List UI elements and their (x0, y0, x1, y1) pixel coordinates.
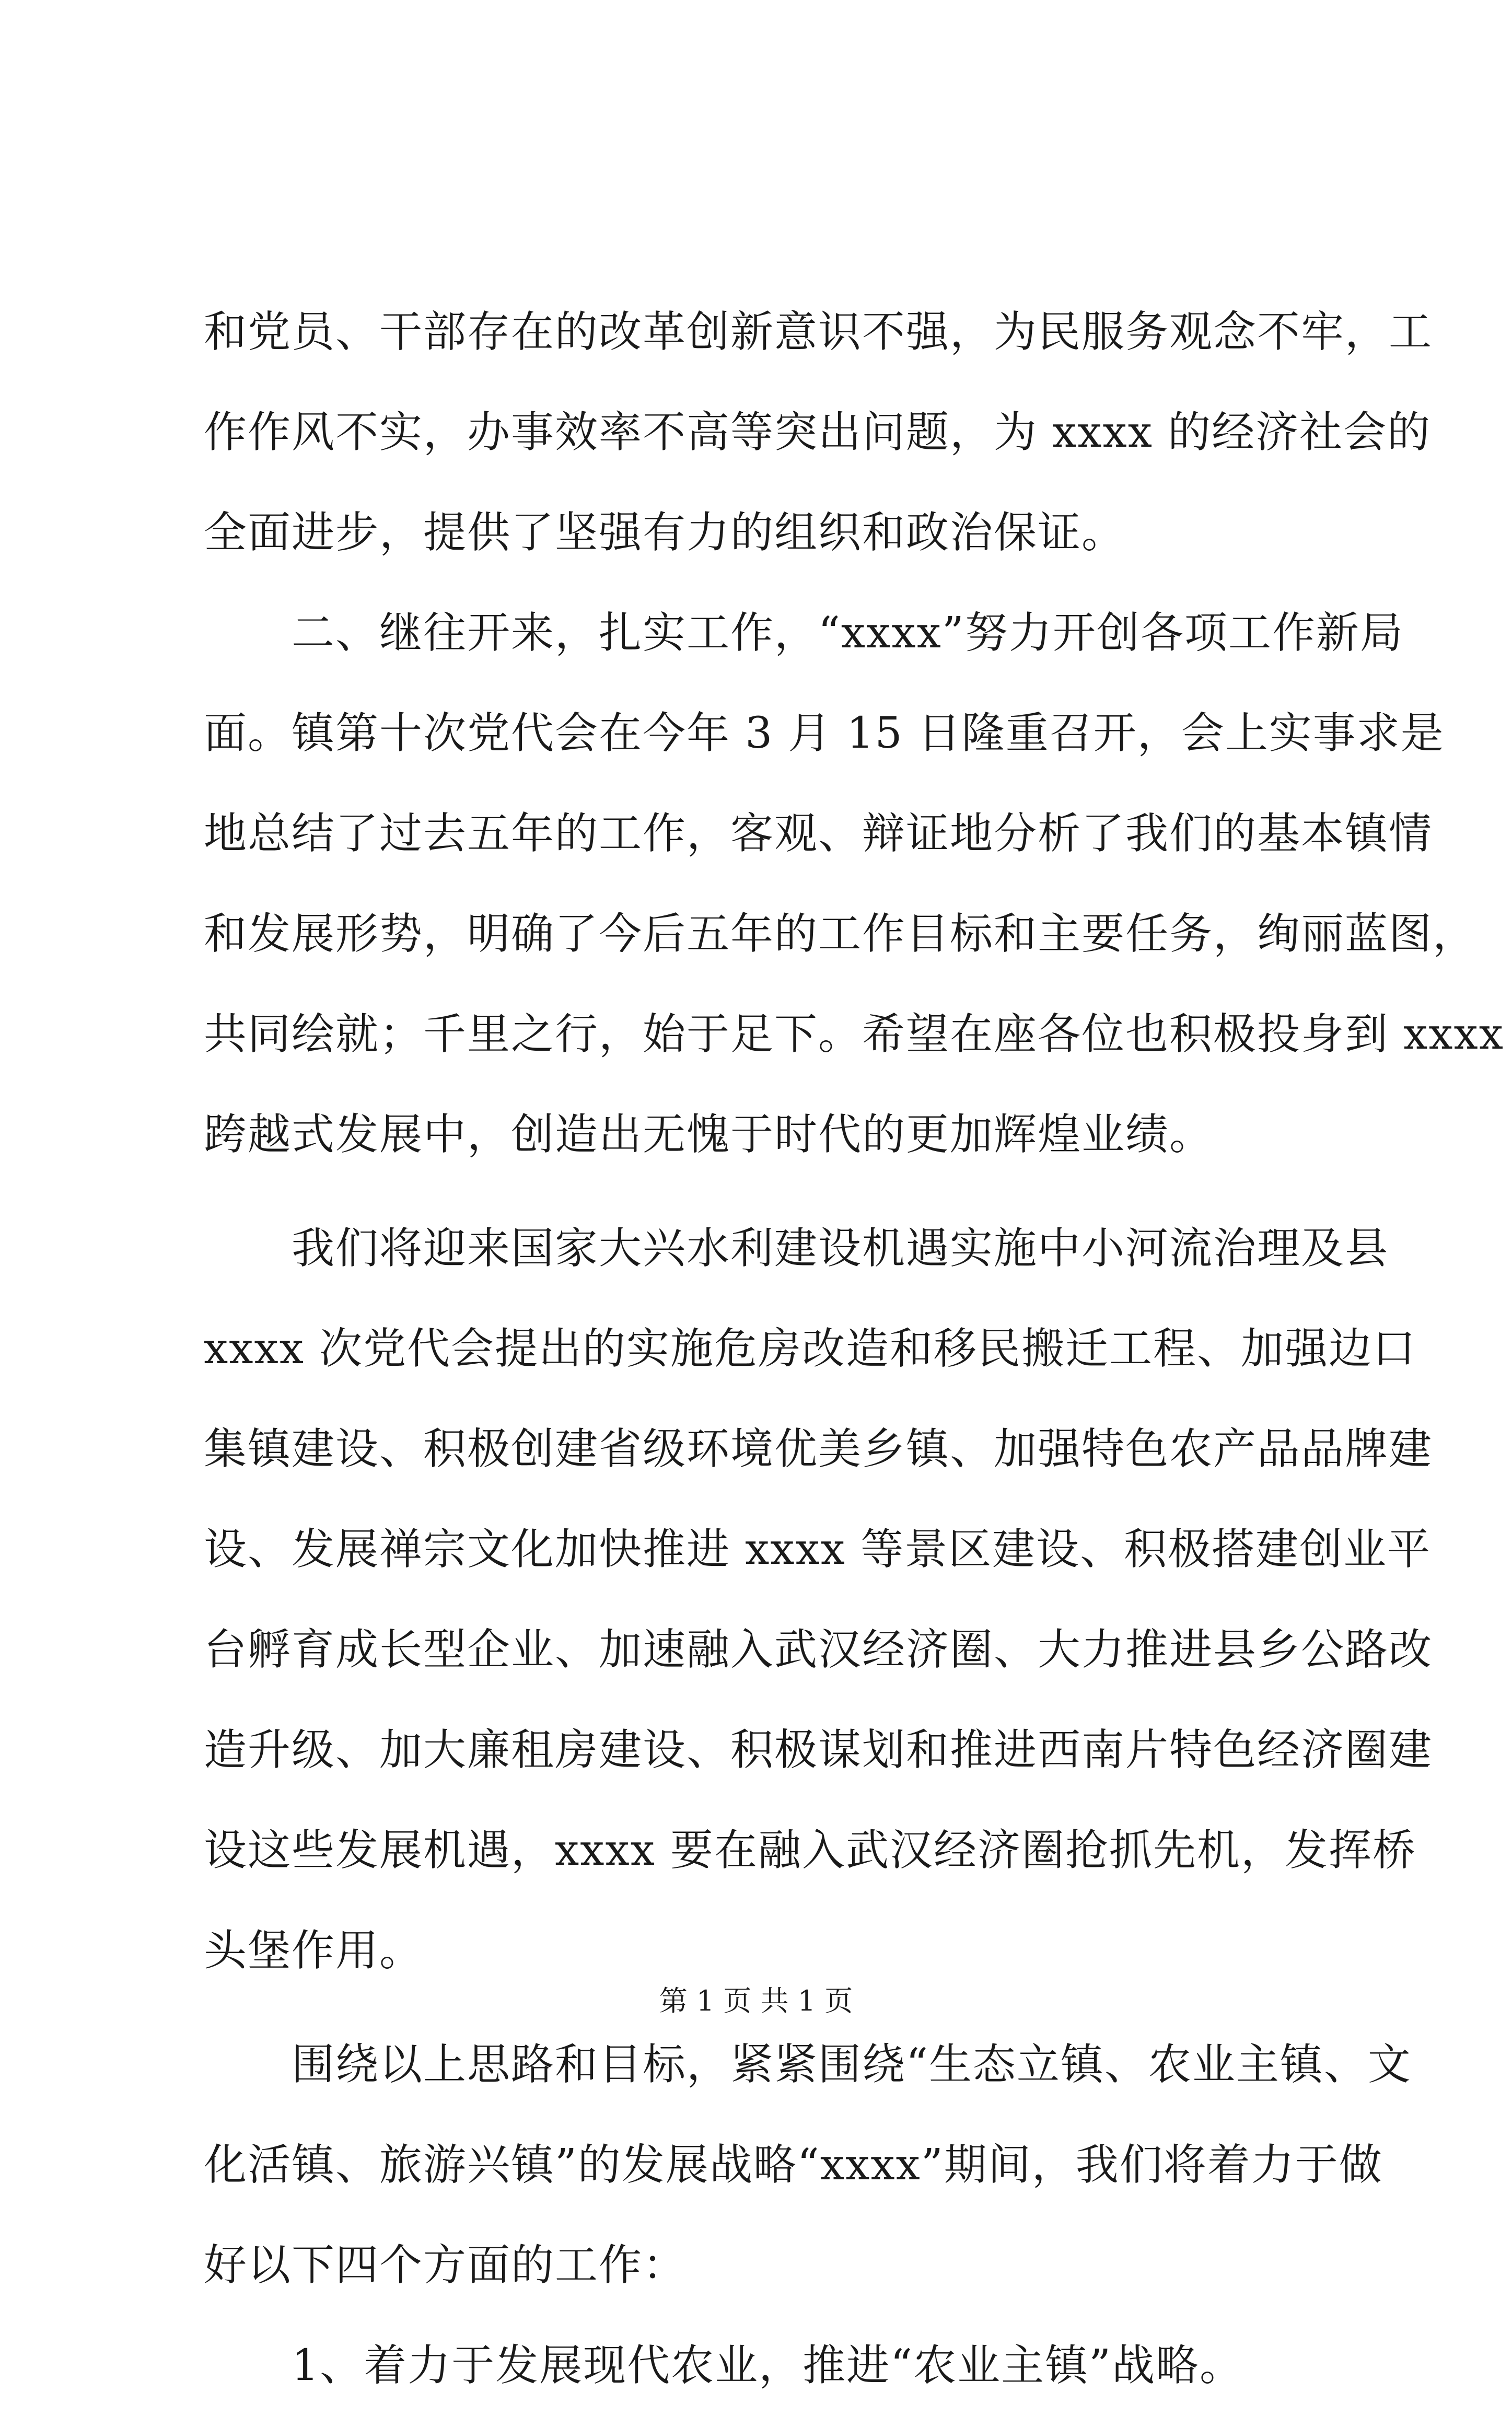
body-line: 1、着力于发展现代农业，推进“农业主镇”战略。 (292, 2341, 1244, 2390)
body-line: 二、继往开来，扎实工作，“xxxx”努力开创各项工作新局 (292, 608, 1404, 658)
body-line: 全面进步，提供了坚强有力的组织和政治保证。 (204, 508, 1126, 557)
paragraph-gap (204, 1185, 1322, 1199)
body-line: 跨越式发展中，创造出无愧于时代的更加辉煌业绩。 (204, 1110, 1214, 1159)
body-line: 化活镇、旅游兴镇”的发展战略“xxxx”期间，我们将着力于做 (204, 2140, 1383, 2190)
document-body (204, 282, 1505, 2416)
body-line: 头堡作用。 (204, 1926, 424, 1976)
body-line: 设、发展禅宗文化加快推进 xxxx 等景区建设、积极搭建创业平 (204, 1525, 1432, 1574)
body-line: 作作风不实，办事效率不高等突出问题，为 xxxx 的经济社会的 (204, 408, 1432, 457)
body-line: 设这些发展机遇，xxxx 要在融入武汉经济圈抢抓先机，发挥桥 (204, 1826, 1417, 1875)
body-line: xxxx 次党代会提出的实施危房改造和移民搬迁工程、加强边口 (204, 1324, 1417, 1374)
body-line: 好以下四个方面的工作： (204, 2240, 687, 2290)
body-line: 造升级、加大廉租房建设、积极谋划和推进西南片特色经济圈建 (204, 1725, 1433, 1775)
body-line: 面。镇第十次党代会在今年 3 月 15 日隆重召开，会上实事求是 (204, 708, 1445, 758)
body-line: 地总结了过去五年的工作，客观、辩证地分析了我们的基本镇情 (204, 809, 1433, 858)
body-line: 围绕以上思路和目标，紧紧围绕“生态立镇、农业主镇、文 (292, 2040, 1412, 2089)
body-line: 台孵育成长型企业、加速融入武汉经济圈、大力推进县乡公路改 (204, 1625, 1433, 1675)
body-line: 我们将迎来国家大兴水利建设机遇实施中小河流治理及县 (292, 1224, 1389, 1273)
body-line: 和发展形势，明确了今后五年的工作目标和主要任务，绚丽蓝图， (204, 909, 1477, 959)
body-line: 共同绘就；千里之行，始于足下。希望在座各位也积极投身到 xxxx (204, 1009, 1505, 1059)
page-footer: 第 1 页 共 1 页 (659, 1984, 853, 2017)
body-line: 集镇建设、积极创建省级环境优美乡镇、加强特色农产品品牌建 (204, 1424, 1433, 1474)
body-line: 和党员、干部存在的改革创新意识不强，为民服务观念不牢，工 (204, 307, 1433, 357)
